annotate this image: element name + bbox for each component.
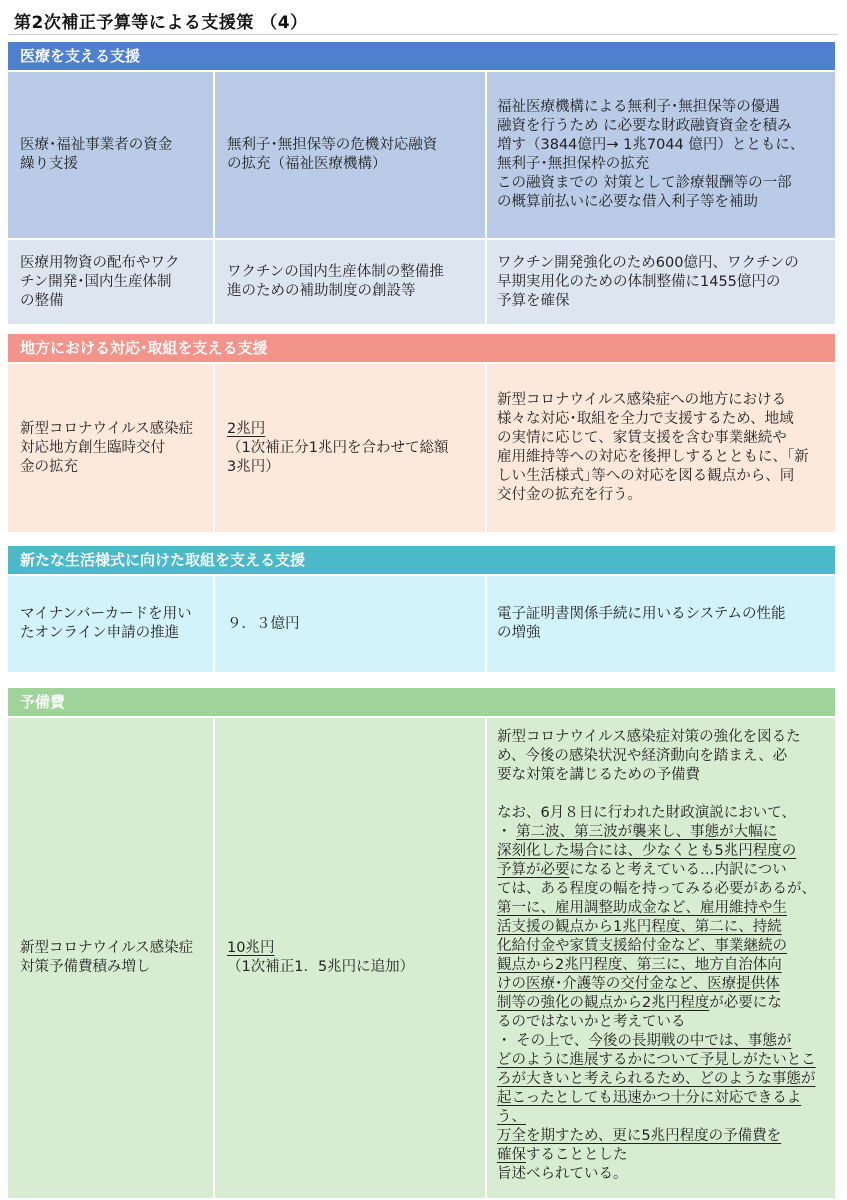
speech-quote-underlined: 第二波、第三波が襲来し、事態が大幅に 深刻化した場合には、少なくとも5兆円程度の 予算が必要 (497, 824, 797, 878)
support-category: 医療･福祉事業者の資金 繰り支援 (8, 72, 215, 238)
speech-quote: することとした (526, 1147, 628, 1163)
page-title: 第2次補正予算等による支援策 （4） (14, 13, 308, 33)
budget-amount: 10兆円 (227, 940, 275, 956)
table-row-medical-1 (8, 72, 835, 238)
title-divider (8, 34, 838, 35)
speech-quote: になると考えている…内訳につい ては、ある程度の幅を持ってみる必要があるが、 (497, 862, 816, 897)
table-row-reserve-1 (8, 718, 835, 1198)
section-heading-lifestyle: 新たな生活様式に向けた取組を支える支援 (8, 546, 835, 574)
support-measure: ワクチンの国内生産体制の整備推 進のための補助制度の創設等 (215, 240, 487, 324)
speech-quote-underlined: 今後の長期戦の中では、事態が どのように進展するかについて予見しがたいとこ ろが大きいと考えられるため、どのような事態が 起こったとしても迅速かつ十分に対応できるよう、 万全を期すため、更に5兆円程度の予備費を 確保 (497, 1033, 816, 1163)
support-category: 医療用物資の配布やワク チン開発･国内生産体制 の整備 (8, 240, 215, 324)
support-detail (487, 718, 835, 1198)
support-measure: 無利子･無担保等の危機対応融資 の拡充（福祉医療機構） (215, 72, 487, 238)
support-category: マイナンバーカードを用い たオンライン申請の推進 (8, 576, 215, 672)
budget-amount: 2兆円 (227, 420, 266, 437)
reserve-intro: 新型コロナウイルス感染症対策の強化を図るた め、今後の感染状況や経済動向を踏まえ、必 要な対策を講じるための予備費 (497, 729, 801, 783)
speech-closing: 旨述べられている。 (497, 1166, 628, 1182)
speech-quote-underlined: 第一に、雇用調整助成金など、雇用維持や生 活支援の観点から1兆円程度、第二に、持続 化給付金や家賃支援給付金など、事業継続の 観点から2兆円程度、第三に、地方自治体向 けの医療･介護等の交付金など、医療提供体 制等の強化の観点から2兆円程度 (497, 900, 787, 1011)
speech-quote: が必要にな るのではないかと考えている (497, 995, 782, 1030)
support-measure (215, 718, 487, 1198)
bullet-mark: ・ その上で、 (497, 1033, 589, 1049)
table-row-regional-1 (8, 364, 835, 532)
support-detail: 新型コロナウイルス感染症への地方における 様々な対応･取組を全力で支援するため、地域 の実情に応じて、家賃支援を含む事業継続や 雇用維持等への対応を後押しするとともに、｢新 しい生活様式｣等への対応を図る観点から、同 交付金の拡充を行う。 (487, 364, 835, 532)
support-measure (215, 364, 487, 532)
table-row-lifestyle-1 (8, 576, 835, 672)
section-heading-medical: 医療を支える支援 (8, 42, 835, 70)
bullet-mark: ・ (497, 824, 517, 840)
budget-note: （1次補正分1兆円を合わせて総額 3兆円） (227, 439, 449, 475)
table-row-medical-2 (8, 240, 835, 324)
support-detail: 電子証明書関係手続に用いるシステムの性能 の増強 (487, 576, 835, 672)
support-detail: 福祉医療機構による無利子･無担保等の優遇 融資を行うため に必要な財政融資資金を積み 増す（3844億円→ 1兆7044 億円）とともに、 無利子･無担保枠の拡充 この融資までの 対策として診療報酬等の一部 の概算前払いに必要な借入利子等を補助 (487, 72, 835, 238)
section-heading-reserve: 予備費 (8, 688, 835, 716)
support-detail: ワクチン開発強化のため600億円、ワクチンの 早期実用化のための体制整備に1455億円の 予算を確保 (487, 240, 835, 324)
support-category: 新型コロナウイルス感染症 対策予備費積み増し (8, 718, 215, 1198)
speech-lead: なお、6月８日に行われた財政演説において、 (497, 805, 796, 821)
budget-note: （1次補正1．5兆円に追加） (227, 959, 415, 975)
section-heading-regional: 地方における対応･取組を支える支援 (8, 334, 835, 362)
support-category: 新型コロナウイルス感染症 対応地方創生臨時交付 金の拡充 (8, 364, 215, 532)
support-measure: ９．３億円 (215, 576, 487, 672)
